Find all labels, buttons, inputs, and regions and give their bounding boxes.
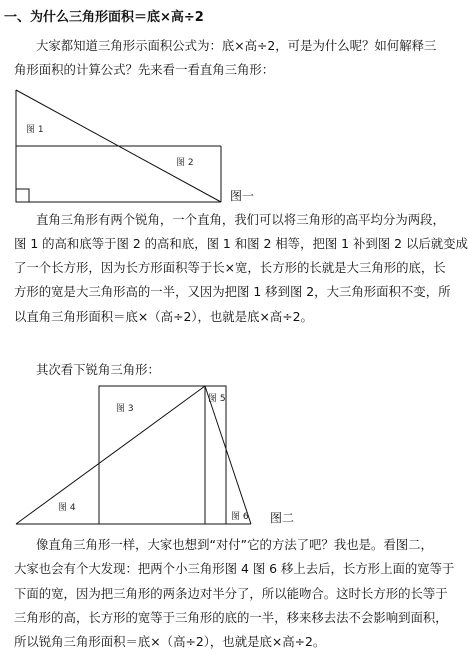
para4-line-3: 下面的宽，因为把三角形的两条边对半分了，所以能吻合。这时长方形的长等于 bbox=[14, 586, 448, 601]
fig1-label-1: 图 1 bbox=[26, 125, 44, 135]
fig2-right-side bbox=[205, 386, 251, 524]
section-title: 一、为什么三角形面积＝底×高÷2 bbox=[4, 10, 204, 25]
para2-line-2: 图 1 的高和底等于图 2 的高和底，图 1 和图 2 相等，把图 1 补到图 2 以后就变成 bbox=[14, 236, 468, 251]
para2-line-4: 方形的宽是大三角形高的一半，又因为把图 1 移到图 2，大三角形面积不变，所 bbox=[14, 284, 451, 299]
intro-line-2: 角形面积的计算公式？先来看一看直角三角形： bbox=[14, 62, 275, 77]
figure-1-caption: 图一 bbox=[230, 189, 255, 203]
intro-line-1: 大家都知道三角形示面积公式为：底×高÷2，可是为什么呢？如何解释三 bbox=[36, 38, 437, 53]
para2-line-5: 以直角三角形面积＝底×（高÷2），也就是底×高÷2。 bbox=[14, 309, 313, 324]
para2-line-3: 了一个长方形，因为长方形面积等于长×宽，长方形的长就是大三角形的底，长 bbox=[14, 260, 446, 275]
fig2-left-side bbox=[16, 386, 205, 524]
para4-line-1: 像直角三角形一样，大家也想到“对付”它的方法了吧？我也是。看图二， bbox=[36, 537, 433, 552]
fig1-right-angle-mark bbox=[16, 189, 29, 202]
para3-line: 其次看下锐角三角形： bbox=[36, 362, 160, 377]
fig2-label-4: 图 4 bbox=[58, 503, 76, 513]
para4-line-4: 三角形的高，长方形的宽等于三角形的底的一半，移来移去法不会影响到面积， bbox=[14, 610, 448, 625]
fig1-label-2: 图 2 bbox=[176, 158, 194, 168]
fig2-label-6: 图 6 bbox=[231, 512, 249, 522]
para2-line-1: 直角三角形有两个锐角，一个直角，我们可以将三角形的高平均分为两段， bbox=[36, 212, 445, 227]
para4-line-5: 所以锐角三角形面积＝底×（高÷2），也就是底×高÷2。 bbox=[14, 634, 326, 649]
figure-2-caption: 图二 bbox=[270, 511, 295, 525]
fig2-label-3: 图 3 bbox=[116, 404, 134, 414]
para4-line-2: 大家也会有个大发现：把两个小三角形图 4 图 6 移上去后，长方形上面的宽等于 bbox=[14, 561, 455, 576]
fig2-label-5: 图 5 bbox=[208, 394, 226, 404]
